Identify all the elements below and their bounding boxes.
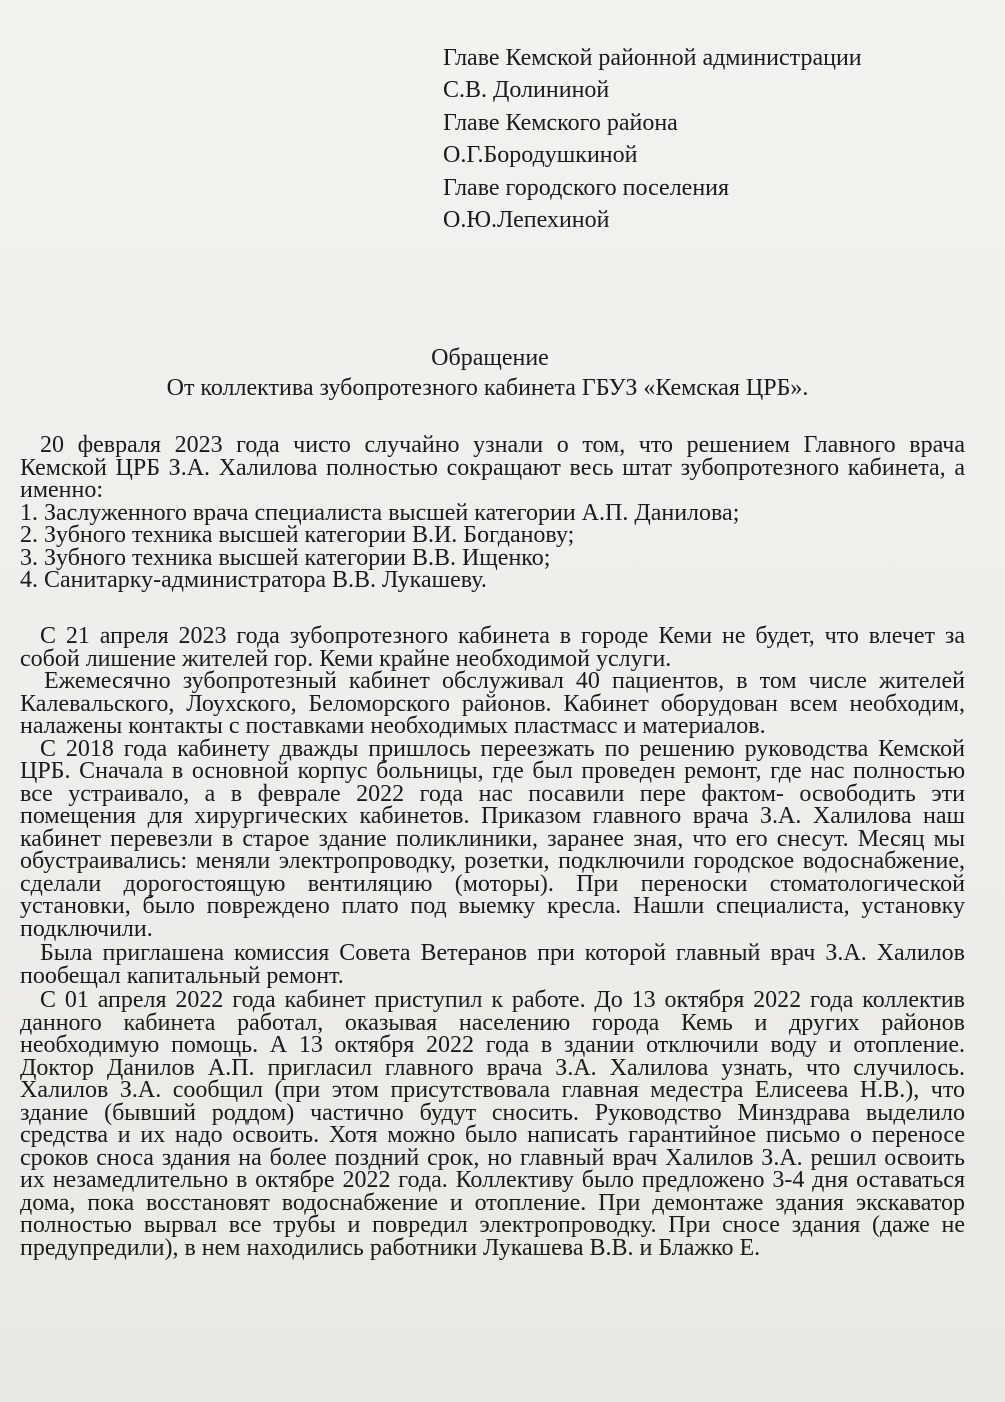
- body-paragraph: Ежемесячно зубопротезный кабинет обслуживал 40 пациентов, в том числе жителей Калевальского, Лоухского, Беломорского районов. Кабинет оборудован всем необходим, налажены контакты с поставками необходимых пластмасс и материалов.: [20, 668, 965, 739]
- document-title: Обращение: [431, 345, 549, 371]
- staff-list-item: 2. Зубного техника высшей категории В.И. Богданову;: [20, 522, 575, 548]
- addressee-line: О.Ю.Лепехиной: [443, 207, 610, 234]
- document-subtitle: От коллектива зубопротезного кабинета ГБУЗ «Кемская ЦРБ».: [166, 375, 809, 401]
- staff-list-item: 1. Заслуженного врача специалиста высшей категории А.П. Данилова;: [20, 499, 740, 526]
- staff-list-item: 3. Зубного техника высшей категории В.В. Ищенко;: [20, 544, 551, 571]
- body-paragraph: С 21 апреля 2023 года зубопротезного кабинета в городе Кеми не будет, что влечет за собой лишение жителей гор. Кеми крайне необходимой услуги.: [20, 623, 965, 672]
- body-paragraph: С 01 апреля 2022 года кабинет приступил к работе. До 13 октября 2022 года коллектив данного кабинета работал, оказывая населению города Кемь и других районов необходимую помощь. А 13 октября 2022 года в здании отключили воду и отопление. Доктор Данилов А.П. пригласил главного врача З.А. Халилова узнать, что случилось. Халилов З.А. сообщил (при этом присутствовала главная медестра Елисеева Н.В.), что здание (бывший роддом) частично будут сносить. Руководство Минздрава выделило средства и их надо освоить. Хотя можно было написать гарантийное письмо о переносе сроков сноса здания на более поздний срок, но главный врач Халилов З.А. решил освоить их незамедлительно в октябре 2022 года. Коллективу было предложено 3-4 дня оставаться дома, пока восстановят водоснабжение и отопление. При демонтаже здания экскаватор полностью вырвал все трубы и повредил электропроводку. При сносе здания (даже не предупредили), в нем находились работники Лукашева В.В. и Блажко Е.: [20, 987, 965, 1261]
- staff-list-item: 4. Санитарку-администратора В.В. Лукашеву.: [20, 567, 487, 593]
- body-section-intro: [20, 434, 965, 592]
- body-paragraph: С 2018 года кабинету дважды пришлось переезжать по решению руководства Кемской ЦРБ. Сначала в основной корпус больницы, где был проведен ремонт, где нас полностью все устраивало, а в феврале 2022 года нас посавили пере фактом- освободить эти помещения для хирургических кабинетов. Приказом главного врача З.А. Халилова наш кабинет перевезли в старое здание поликлиники, заранее зная, что его снесут. Месяц мы обустраивались: меняли электропроводку, розетки, подключили городское водоснабжение, сделали дорогостоящую вентиляцию (моторы). При переноски стоматологической установки, было повреждено плато под выемку кресла. Нашли специалиста, установку подключили.: [20, 735, 965, 942]
- body-section-main: [20, 625, 965, 1259]
- addressee-block: [443, 42, 983, 236]
- addressee-line: С.В. Долининой: [443, 77, 610, 104]
- body-paragraph: Была приглашена комиссия Совета Ветеранов при которой главный врач З.А. Халилов пообещал капитальный ремонт.: [20, 940, 965, 989]
- intro-paragraph: 20 февраля 2023 года чисто случайно узнали о том, что решением Главного врача Кемской ЦРБ З.А. Халилова полностью сокращают весь штат зубопротезного кабинета, а именно:: [20, 432, 965, 503]
- addressee-line: Главе Кемского района: [443, 109, 678, 136]
- addressee-line: О.Г.Бородушкиной: [443, 142, 638, 169]
- addressee-line: Главе городского поселения: [443, 174, 730, 201]
- addressee-line: Главе Кемской районной администрации: [443, 45, 862, 71]
